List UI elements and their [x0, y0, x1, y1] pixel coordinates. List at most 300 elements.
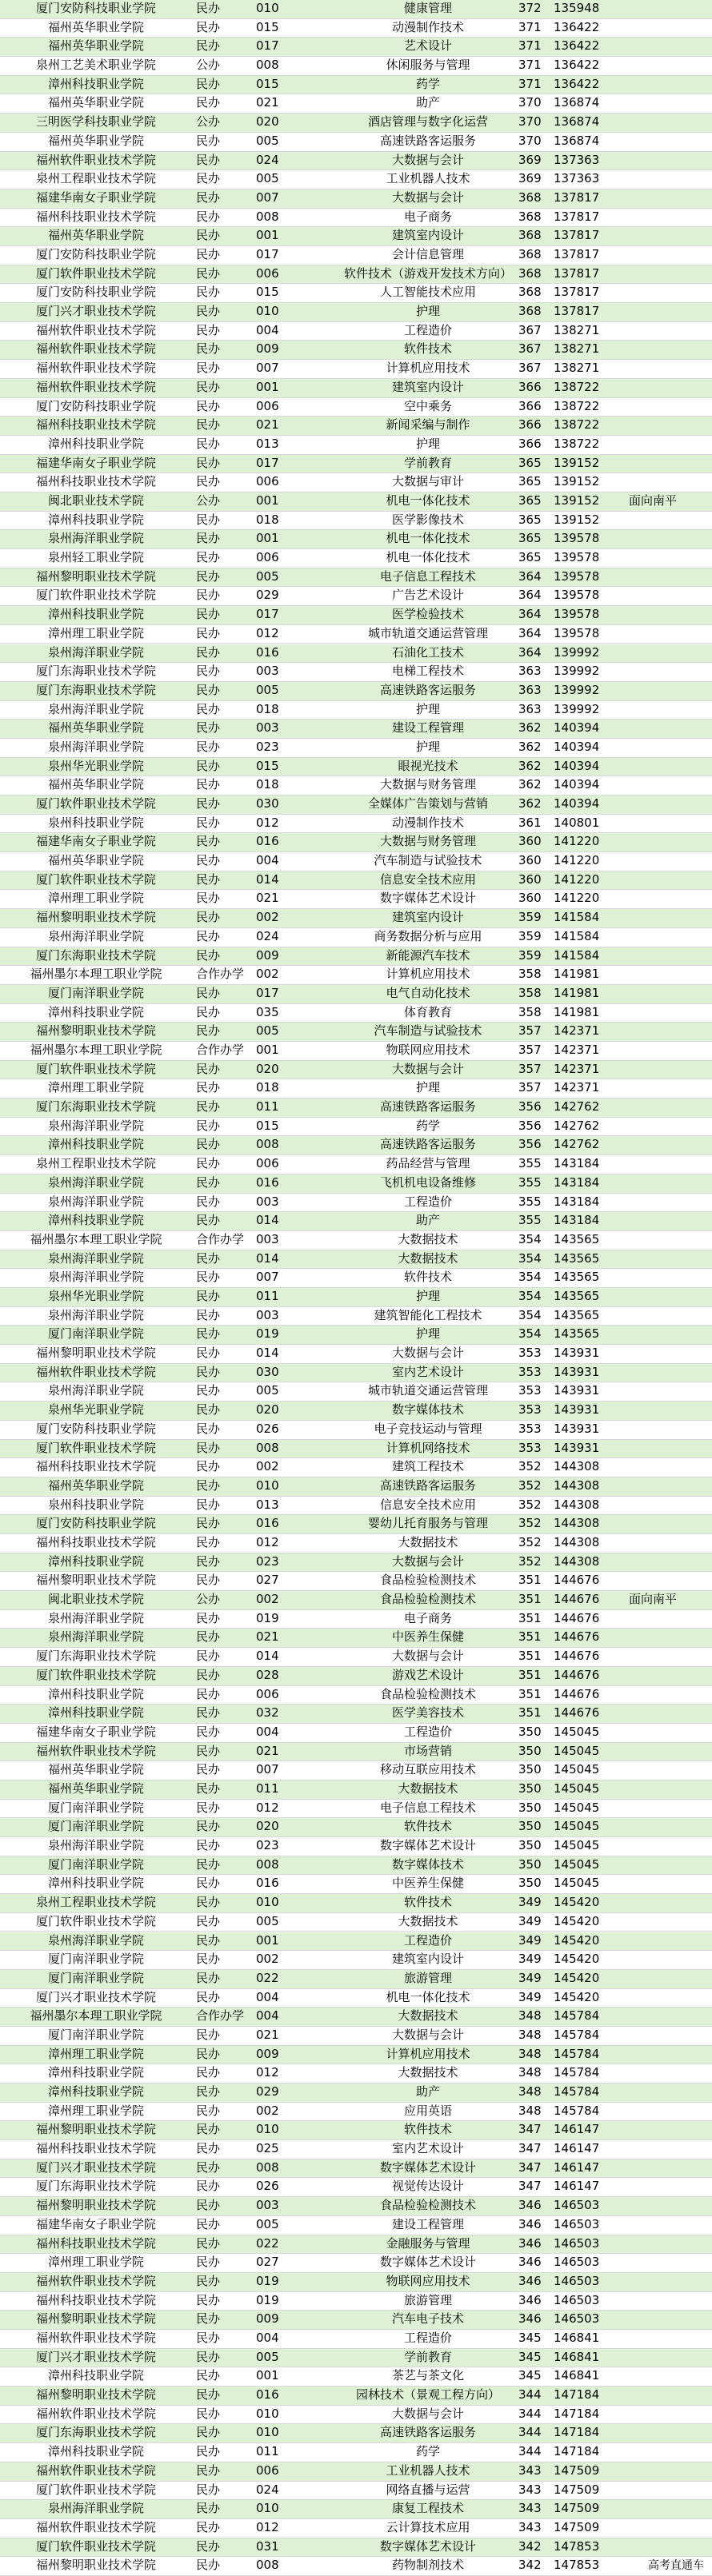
major-name: 机电一体化技术: [386, 492, 470, 508]
major-name: 康复工程技术: [391, 2501, 464, 2516]
remark: [629, 549, 709, 565]
remark: [629, 2046, 709, 2062]
min-score: 358: [518, 967, 542, 982]
min-rank: 146503: [554, 2292, 600, 2307]
school-nature: 民办: [196, 1156, 221, 1171]
school-nature: 民办: [196, 76, 221, 91]
school-nature: 民办: [196, 1970, 221, 1985]
major-code: 005: [256, 1913, 279, 1928]
table-row: [0, 114, 712, 133]
min-score: 346: [518, 2235, 542, 2251]
school-nature: 民办: [196, 1174, 221, 1190]
major-code: 012: [256, 1534, 279, 1549]
min-rank: 145784: [554, 2065, 600, 2080]
min-rank: 146841: [554, 2349, 600, 2364]
table-row: [0, 303, 712, 322]
remark: [629, 1515, 709, 1531]
school-name: 福州软件职业技术学院: [35, 2462, 156, 2478]
table-row: [0, 1174, 712, 1194]
min-rank: 140394: [554, 796, 600, 811]
remark: [629, 1023, 709, 1039]
min-rank: 147184: [554, 2406, 600, 2421]
school-name: 厦门安防科技职业学院: [35, 1516, 156, 1531]
school-nature: 民办: [196, 133, 221, 148]
remark: [629, 2292, 709, 2308]
min-score: 349: [518, 1932, 542, 1948]
remark: [629, 1042, 709, 1058]
remark: [629, 796, 709, 811]
min-score: 343: [518, 2482, 542, 2497]
major-code: 010: [256, 1895, 279, 1910]
remark: [629, 1724, 709, 1740]
min-rank: 143931: [554, 1383, 600, 1398]
remark: [629, 2500, 709, 2516]
major-code: 027: [256, 1573, 279, 1588]
min-rank: 147184: [554, 2425, 600, 2440]
min-score: 353: [518, 1383, 542, 1398]
min-score: 365: [518, 455, 542, 470]
min-score: 367: [518, 341, 542, 357]
min-rank: 142762: [554, 1137, 600, 1152]
table-row: [0, 2197, 712, 2216]
table-row: [0, 985, 712, 1004]
school-nature: 民办: [196, 209, 221, 224]
remark: [629, 2235, 709, 2251]
remark: [629, 1553, 709, 1569]
table-row: [0, 1364, 712, 1383]
min-score: 351: [518, 1610, 542, 1625]
min-rank: 141981: [554, 967, 600, 982]
major-name: 建筑室内设计: [391, 1952, 464, 1967]
remark: [629, 133, 709, 149]
major-name: 应用英语: [403, 2103, 452, 2118]
min-rank: 143565: [554, 1250, 600, 1266]
min-rank: 137817: [554, 265, 600, 281]
major-name: 石油化工技术: [391, 644, 464, 660]
school-nature: 民办: [196, 436, 221, 451]
table-row: [0, 1989, 712, 2008]
school-nature: 民办: [196, 2065, 221, 2080]
school-name: 厦门东海职业技术学院: [35, 682, 156, 697]
school-nature: 民办: [196, 2368, 221, 2383]
min-score: 350: [518, 1819, 542, 1834]
school-nature: 民办: [196, 531, 221, 546]
major-name: 大数据与会计: [391, 1346, 464, 1361]
table-row: [0, 776, 712, 796]
school-name: 泉州海洋职业学院: [47, 1250, 144, 1266]
min-rank: 143931: [554, 1402, 600, 1418]
school-name: 厦门软件职业技术学院: [35, 871, 156, 887]
major-code: 016: [256, 834, 279, 849]
major-name: 电子竞技运动与管理: [374, 1421, 482, 1436]
school-name: 福州软件职业技术学院: [35, 341, 156, 357]
major-name: 信息安全技术应用: [379, 1497, 476, 1512]
major-name: 建设工程管理: [391, 2216, 464, 2231]
remark: [629, 360, 709, 376]
min-rank: 137817: [554, 189, 600, 205]
min-rank: 145784: [554, 2008, 600, 2024]
remark: [629, 1497, 709, 1513]
school-nature: 民办: [196, 2103, 221, 2118]
min-rank: 146147: [554, 2122, 600, 2137]
school-name: 漳州科技职业学院: [47, 1213, 144, 1228]
table-row: [0, 1326, 712, 1345]
table-row: [0, 398, 712, 417]
school-name: 福州软件职业技术学院: [35, 2273, 156, 2288]
min-rank: 143931: [554, 1440, 600, 1455]
min-rank: 145420: [554, 1932, 600, 1948]
school-name: 福州科技职业技术学院: [35, 1534, 156, 1549]
major-code: 020: [256, 114, 279, 130]
major-name: 大数据与会计: [391, 2027, 464, 2042]
school-nature: 民办: [196, 644, 221, 660]
min-score: 354: [518, 1250, 542, 1266]
table-row: [0, 852, 712, 871]
major-code: 006: [256, 550, 279, 565]
major-name: 建筑室内设计: [391, 910, 464, 925]
remark: [629, 1629, 709, 1645]
school-nature: 民办: [196, 1061, 221, 1076]
min-rank: 143931: [554, 1364, 600, 1379]
school-name: 厦门南洋职业学院: [47, 985, 144, 1000]
major-code: 023: [256, 739, 279, 754]
school-name: 厦门东海职业技术学院: [35, 664, 156, 679]
major-name: 数字媒体艺术设计: [379, 891, 476, 906]
major-code: 010: [256, 2425, 279, 2440]
table-row: [0, 2273, 712, 2292]
major-name: 人工智能技术应用: [379, 285, 476, 300]
remark: [629, 2197, 709, 2213]
remark: [629, 1155, 709, 1171]
table-row: [0, 796, 712, 815]
major-name: 建筑室内设计: [391, 228, 464, 243]
table-row: [0, 2367, 712, 2387]
major-code: 018: [256, 1080, 279, 1095]
min-rank: 139992: [554, 682, 600, 697]
min-score: 355: [518, 1156, 542, 1171]
major-code: 026: [256, 2179, 279, 2194]
major-code: 012: [256, 2065, 279, 2080]
min-score: 350: [518, 1876, 542, 1891]
major-code: 012: [256, 2519, 279, 2534]
remark: [629, 644, 709, 660]
table-row: [0, 530, 712, 549]
min-rank: 144676: [554, 1610, 600, 1625]
major-name: 飞机机电设备维修: [379, 1174, 476, 1190]
min-rank: 136422: [554, 38, 600, 54]
remark: [629, 663, 709, 679]
table-row: [0, 2254, 712, 2273]
min-rank: 146503: [554, 2235, 600, 2251]
major-code: 028: [256, 1667, 279, 1682]
min-score: 349: [518, 1970, 542, 1985]
school-name: 厦门东海职业技术学院: [35, 947, 156, 963]
school-nature: 民办: [196, 1023, 221, 1039]
school-nature: 民办: [196, 1610, 221, 1625]
table-row: [0, 1932, 712, 1952]
table-row: [0, 1288, 712, 1307]
table-row: [0, 701, 712, 720]
school-nature: 民办: [196, 739, 221, 754]
remark: [629, 1194, 709, 1210]
remark: [629, 1307, 709, 1323]
school-name: 厦门软件职业技术学院: [35, 1913, 156, 1928]
major-code: 002: [256, 2103, 279, 2118]
min-rank: 142371: [554, 1061, 600, 1076]
school-name: 福建华南女子职业学院: [35, 2216, 156, 2231]
school-nature: 民办: [196, 455, 221, 470]
table-row: [0, 947, 712, 967]
min-rank: 143931: [554, 1421, 600, 1436]
major-name: 汽车制造与试验技术: [374, 1023, 482, 1039]
table-row: [0, 133, 712, 152]
major-name: 高速铁路客运服务: [379, 682, 476, 697]
major-code: 010: [256, 2501, 279, 2516]
remark: [629, 2482, 709, 2498]
school-nature: 民办: [196, 341, 221, 357]
school-nature: 民办: [196, 228, 221, 243]
min-score: 346: [518, 2198, 542, 2213]
major-name: 大数据与会计: [391, 1061, 464, 1076]
remark: [629, 2538, 709, 2554]
school-name: 厦门南洋职业学院: [47, 1952, 144, 1967]
table-row: [0, 1250, 712, 1270]
min-score: 356: [518, 1118, 542, 1133]
school-name: 福州软件职业技术学院: [35, 1364, 156, 1379]
remark: [629, 1572, 709, 1588]
min-rank: 137817: [554, 228, 600, 243]
school-nature: 民办: [196, 1743, 221, 1758]
school-name: 漳州科技职业学院: [47, 1876, 144, 1891]
min-rank: 143184: [554, 1156, 600, 1171]
remark: [629, 1458, 709, 1474]
major-code: 006: [256, 2462, 279, 2478]
school-name: 福州软件职业技术学院: [35, 2519, 156, 2534]
major-name: 酒店管理与数字化运营: [367, 114, 488, 130]
remark: [629, 1743, 709, 1759]
min-rank: 144676: [554, 1573, 600, 1588]
school-name: 厦门兴才职业技术学院: [35, 1989, 156, 2004]
remark: [629, 568, 709, 584]
school-name: 泉州海洋职业学院: [47, 928, 144, 943]
school-nature: 民办: [196, 265, 221, 281]
major-code: 005: [256, 1383, 279, 1398]
remark: [629, 871, 709, 887]
min-rank: 142762: [554, 1099, 600, 1115]
min-rank: 138722: [554, 379, 600, 394]
school-name: 福州黎明职业技术学院: [35, 2311, 156, 2327]
min-score: 357: [518, 1080, 542, 1095]
min-score: 365: [518, 492, 542, 508]
major-code: 015: [256, 76, 279, 91]
school-name: 厦门软件职业技术学院: [35, 1061, 156, 1076]
remark: [629, 379, 709, 395]
min-score: 351: [518, 1667, 542, 1682]
min-rank: 146841: [554, 2331, 600, 2345]
major-name: 工业机器人技术: [386, 2462, 470, 2478]
school-nature: 民办: [196, 1649, 221, 1664]
school-nature: 民办: [196, 1250, 221, 1266]
school-name: 漳州科技职业学院: [47, 2065, 144, 2080]
school-nature: 民办: [196, 1856, 221, 1872]
school-nature: 民办: [196, 417, 221, 433]
remark: [629, 1118, 709, 1134]
major-name: 工程造价: [403, 1932, 452, 1948]
school-name: 漳州理工职业学院: [47, 891, 144, 906]
major-name: 护理: [415, 701, 440, 716]
min-score: 345: [518, 2331, 542, 2345]
remark: [629, 1174, 709, 1190]
min-score: 368: [518, 304, 542, 319]
major-code: 005: [256, 133, 279, 148]
school-name: 漳州科技职业学院: [47, 2444, 144, 2459]
school-nature: 合作办学: [196, 1043, 245, 1057]
major-code: 006: [256, 1156, 279, 1171]
min-rank: 144308: [554, 1459, 600, 1474]
remark: [629, 1364, 709, 1380]
school-name: 泉州海洋职业学院: [47, 1118, 144, 1133]
major-code: 021: [256, 95, 279, 110]
major-code: 006: [256, 474, 279, 489]
school-name: 漳州科技职业学院: [47, 607, 144, 622]
table-row: [0, 2387, 712, 2406]
min-rank: 139578: [554, 588, 600, 603]
table-row: [0, 2482, 712, 2501]
min-rank: 145045: [554, 1762, 600, 1777]
table-row: [0, 0, 712, 19]
table-row: [0, 2519, 712, 2538]
major-code: 005: [256, 2216, 279, 2231]
min-rank: 147853: [554, 2558, 600, 2573]
school-nature: 公办: [196, 1592, 221, 1607]
school-name: 厦门安防科技职业学院: [35, 246, 156, 261]
major-code: 020: [256, 1061, 279, 1076]
major-name: 旅游管理: [403, 2292, 452, 2307]
major-code: 015: [256, 758, 279, 773]
min-score: 350: [518, 1762, 542, 1777]
school-name: 福州墨尔本理工职业学院: [30, 1043, 162, 1057]
school-nature: 民办: [196, 1553, 221, 1569]
major-name: 物联网应用技术: [386, 1043, 470, 1057]
major-code: 026: [256, 1421, 279, 1436]
min-score: 351: [518, 1649, 542, 1664]
min-score: 357: [518, 1061, 542, 1076]
school-name: 福建华南女子职业学院: [35, 455, 156, 470]
min-rank: 142762: [554, 1118, 600, 1133]
min-score: 348: [518, 2008, 542, 2024]
major-name: 健康管理: [403, 1, 452, 15]
major-code: 005: [256, 1023, 279, 1039]
major-name: 中医养生保健: [391, 1876, 464, 1891]
table-row: [0, 720, 712, 739]
min-rank: 138722: [554, 436, 600, 451]
major-name: 艺术设计: [403, 38, 452, 54]
min-score: 369: [518, 171, 542, 186]
remark: [629, 701, 709, 717]
min-score: 371: [518, 58, 542, 73]
school-nature: 民办: [196, 1137, 221, 1152]
major-code: 012: [256, 815, 279, 830]
school-nature: 民办: [196, 815, 221, 830]
major-name: 大数据技术: [398, 1231, 458, 1246]
min-rank: 141584: [554, 910, 600, 925]
major-code: 022: [256, 1970, 279, 1985]
school-nature: 民办: [196, 1838, 221, 1853]
school-nature: 民办: [196, 947, 221, 963]
school-nature: 民办: [196, 2462, 221, 2478]
major-code: 008: [256, 1137, 279, 1152]
min-rank: 139992: [554, 701, 600, 716]
min-score: 354: [518, 1231, 542, 1246]
major-code: 015: [256, 19, 279, 34]
major-name: 食品检验检测技术: [379, 1592, 476, 1607]
min-rank: 140394: [554, 777, 600, 792]
school-name: 福州黎明职业技术学院: [35, 1573, 156, 1588]
table-row: [0, 1477, 712, 1497]
table-row: [0, 758, 712, 777]
remark: [629, 2064, 709, 2080]
school-nature: 民办: [196, 304, 221, 319]
major-name: 移动互联应用技术: [379, 1762, 476, 1777]
table-row: [0, 606, 712, 625]
major-code: 010: [256, 1, 279, 15]
table-row: [0, 1004, 712, 1023]
school-name: 福州科技职业技术学院: [35, 2235, 156, 2251]
major-code: 016: [256, 1876, 279, 1891]
major-code: 017: [256, 38, 279, 54]
major-name: 大数据与会计: [391, 1553, 464, 1569]
school-nature: 民办: [196, 1952, 221, 1967]
major-name: 软件技术: [403, 2122, 452, 2137]
table-row: [0, 890, 712, 909]
remark: [629, 1837, 709, 1853]
min-score: 349: [518, 1895, 542, 1910]
school-name: 厦门南洋职业学院: [47, 1819, 144, 1834]
school-nature: 民办: [196, 2538, 221, 2554]
major-name: 数字媒体艺术设计: [379, 2159, 476, 2175]
school-nature: 民办: [196, 1705, 221, 1721]
remark: [629, 606, 709, 622]
min-rank: 136874: [554, 133, 600, 148]
table-row: [0, 568, 712, 588]
min-score: 365: [518, 474, 542, 489]
major-code: 004: [256, 2331, 279, 2345]
major-name: 高速铁路客运服务: [379, 1137, 476, 1152]
major-code: 003: [256, 1231, 279, 1246]
table-row: [0, 587, 712, 606]
table-row: [0, 1780, 712, 1800]
school-name: 泉州海洋职业学院: [47, 701, 144, 716]
major-name: 室内艺术设计: [391, 1364, 464, 1379]
table-row: [0, 57, 712, 76]
major-name: 动漫制作技术: [391, 19, 464, 34]
table-row: [0, 2443, 712, 2462]
major-code: 021: [256, 417, 279, 433]
min-rank: 141220: [554, 853, 600, 868]
major-name: 云计算技术应用: [386, 2519, 470, 2534]
major-name: 游戏艺术设计: [391, 1667, 464, 1682]
major-code: 004: [256, 1724, 279, 1739]
min-rank: 139578: [554, 625, 600, 640]
min-score: 364: [518, 625, 542, 640]
school-name: 漳州科技职业学院: [47, 2368, 144, 2383]
school-name: 厦门东海职业技术学院: [35, 2425, 156, 2440]
table-row: [0, 1951, 712, 1970]
school-nature: 民办: [196, 758, 221, 773]
school-name: 福州英华职业学院: [47, 38, 144, 54]
table-row: [0, 1705, 712, 1724]
major-code: 004: [256, 853, 279, 868]
